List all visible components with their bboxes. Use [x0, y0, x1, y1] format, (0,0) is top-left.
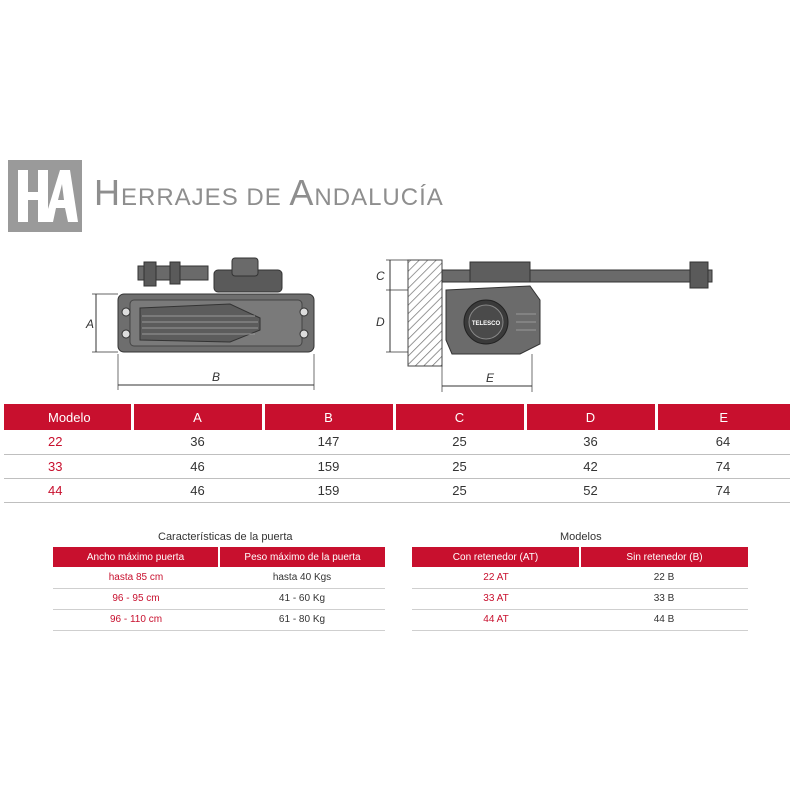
cell-model: 22 — [4, 430, 132, 454]
cell: 42 — [525, 454, 656, 478]
brand-word: DE — [246, 184, 290, 211]
header-d: D — [525, 404, 656, 430]
brand-word: ERRAJES — [121, 184, 247, 211]
cell: 159 — [263, 478, 394, 502]
header-a: A — [132, 404, 263, 430]
cell: 159 — [263, 454, 394, 478]
brand-word: NDALUCÍA — [314, 184, 444, 211]
cell-at-model: 44 AT — [412, 609, 580, 630]
cell: 52 — [525, 478, 656, 502]
cell-at-model: 22 AT — [412, 567, 580, 588]
table-row — [4, 454, 790, 478]
cell: 25 — [394, 430, 525, 454]
cell-width: hasta 85 cm — [53, 567, 219, 588]
brand-letter: H — [94, 172, 121, 213]
models-table-title: Modelos — [560, 531, 602, 543]
dim-e-label: E — [486, 371, 495, 385]
cell-b-model: 22 B — [580, 567, 748, 588]
dim-b-label: B — [212, 370, 221, 384]
table-row — [4, 430, 790, 454]
header-max-width: Ancho máximo puerta — [53, 547, 219, 567]
header-c: C — [394, 404, 525, 430]
cell-model: 44 — [4, 478, 132, 502]
header-modelo: Modelo — [4, 404, 132, 430]
side-view — [376, 260, 712, 392]
table-row — [4, 478, 790, 502]
table-row — [412, 567, 748, 588]
table-row — [412, 588, 748, 609]
table-header-row — [412, 547, 748, 567]
header-without-retainer: Sin retenedor (B) — [580, 547, 748, 567]
table-row — [53, 609, 385, 630]
table-header-row — [4, 404, 790, 430]
cell-weight: hasta 40 Kgs — [219, 567, 385, 588]
cell: 64 — [656, 430, 790, 454]
cell-model: 33 — [4, 454, 132, 478]
door-closer-diagram — [0, 250, 800, 400]
cell: 46 — [132, 454, 263, 478]
header-e: E — [656, 404, 790, 430]
brand-name — [94, 172, 444, 214]
header-with-retainer: Con retenedor (AT) — [412, 547, 580, 567]
cell: 36 — [132, 430, 263, 454]
cell: 74 — [656, 454, 790, 478]
cell: 25 — [394, 478, 525, 502]
header-max-weight: Peso máximo de la puerta — [219, 547, 385, 567]
table-row — [53, 588, 385, 609]
cell: 25 — [394, 454, 525, 478]
brand-letter: A — [289, 172, 315, 213]
brand-badge: TELESCO — [471, 321, 501, 327]
header-b: B — [263, 404, 394, 430]
cell-width: 96 - 110 cm — [53, 609, 219, 630]
dimensions-table — [4, 404, 790, 503]
table-row — [412, 609, 748, 630]
cell: 46 — [132, 478, 263, 502]
front-view — [85, 258, 314, 390]
cell-at-model: 33 AT — [412, 588, 580, 609]
door-table-title: Características de la puerta — [158, 531, 293, 543]
brand-logo — [8, 160, 82, 232]
door-characteristics-table — [53, 547, 385, 631]
cell-width: 96 - 95 cm — [53, 588, 219, 609]
models-table — [412, 547, 748, 631]
table-header-row — [53, 547, 385, 567]
dim-d-label: D — [376, 315, 385, 329]
cell-weight: 61 - 80 Kg — [219, 609, 385, 630]
table-row — [53, 567, 385, 588]
cell: 147 — [263, 430, 394, 454]
cell: 36 — [525, 430, 656, 454]
cell-b-model: 33 B — [580, 588, 748, 609]
dim-a-label: A — [86, 317, 95, 331]
cell-b-model: 44 B — [580, 609, 748, 630]
dim-c-label: C — [376, 269, 385, 283]
cell-weight: 41 - 60 Kg — [219, 588, 385, 609]
cell: 74 — [656, 478, 790, 502]
